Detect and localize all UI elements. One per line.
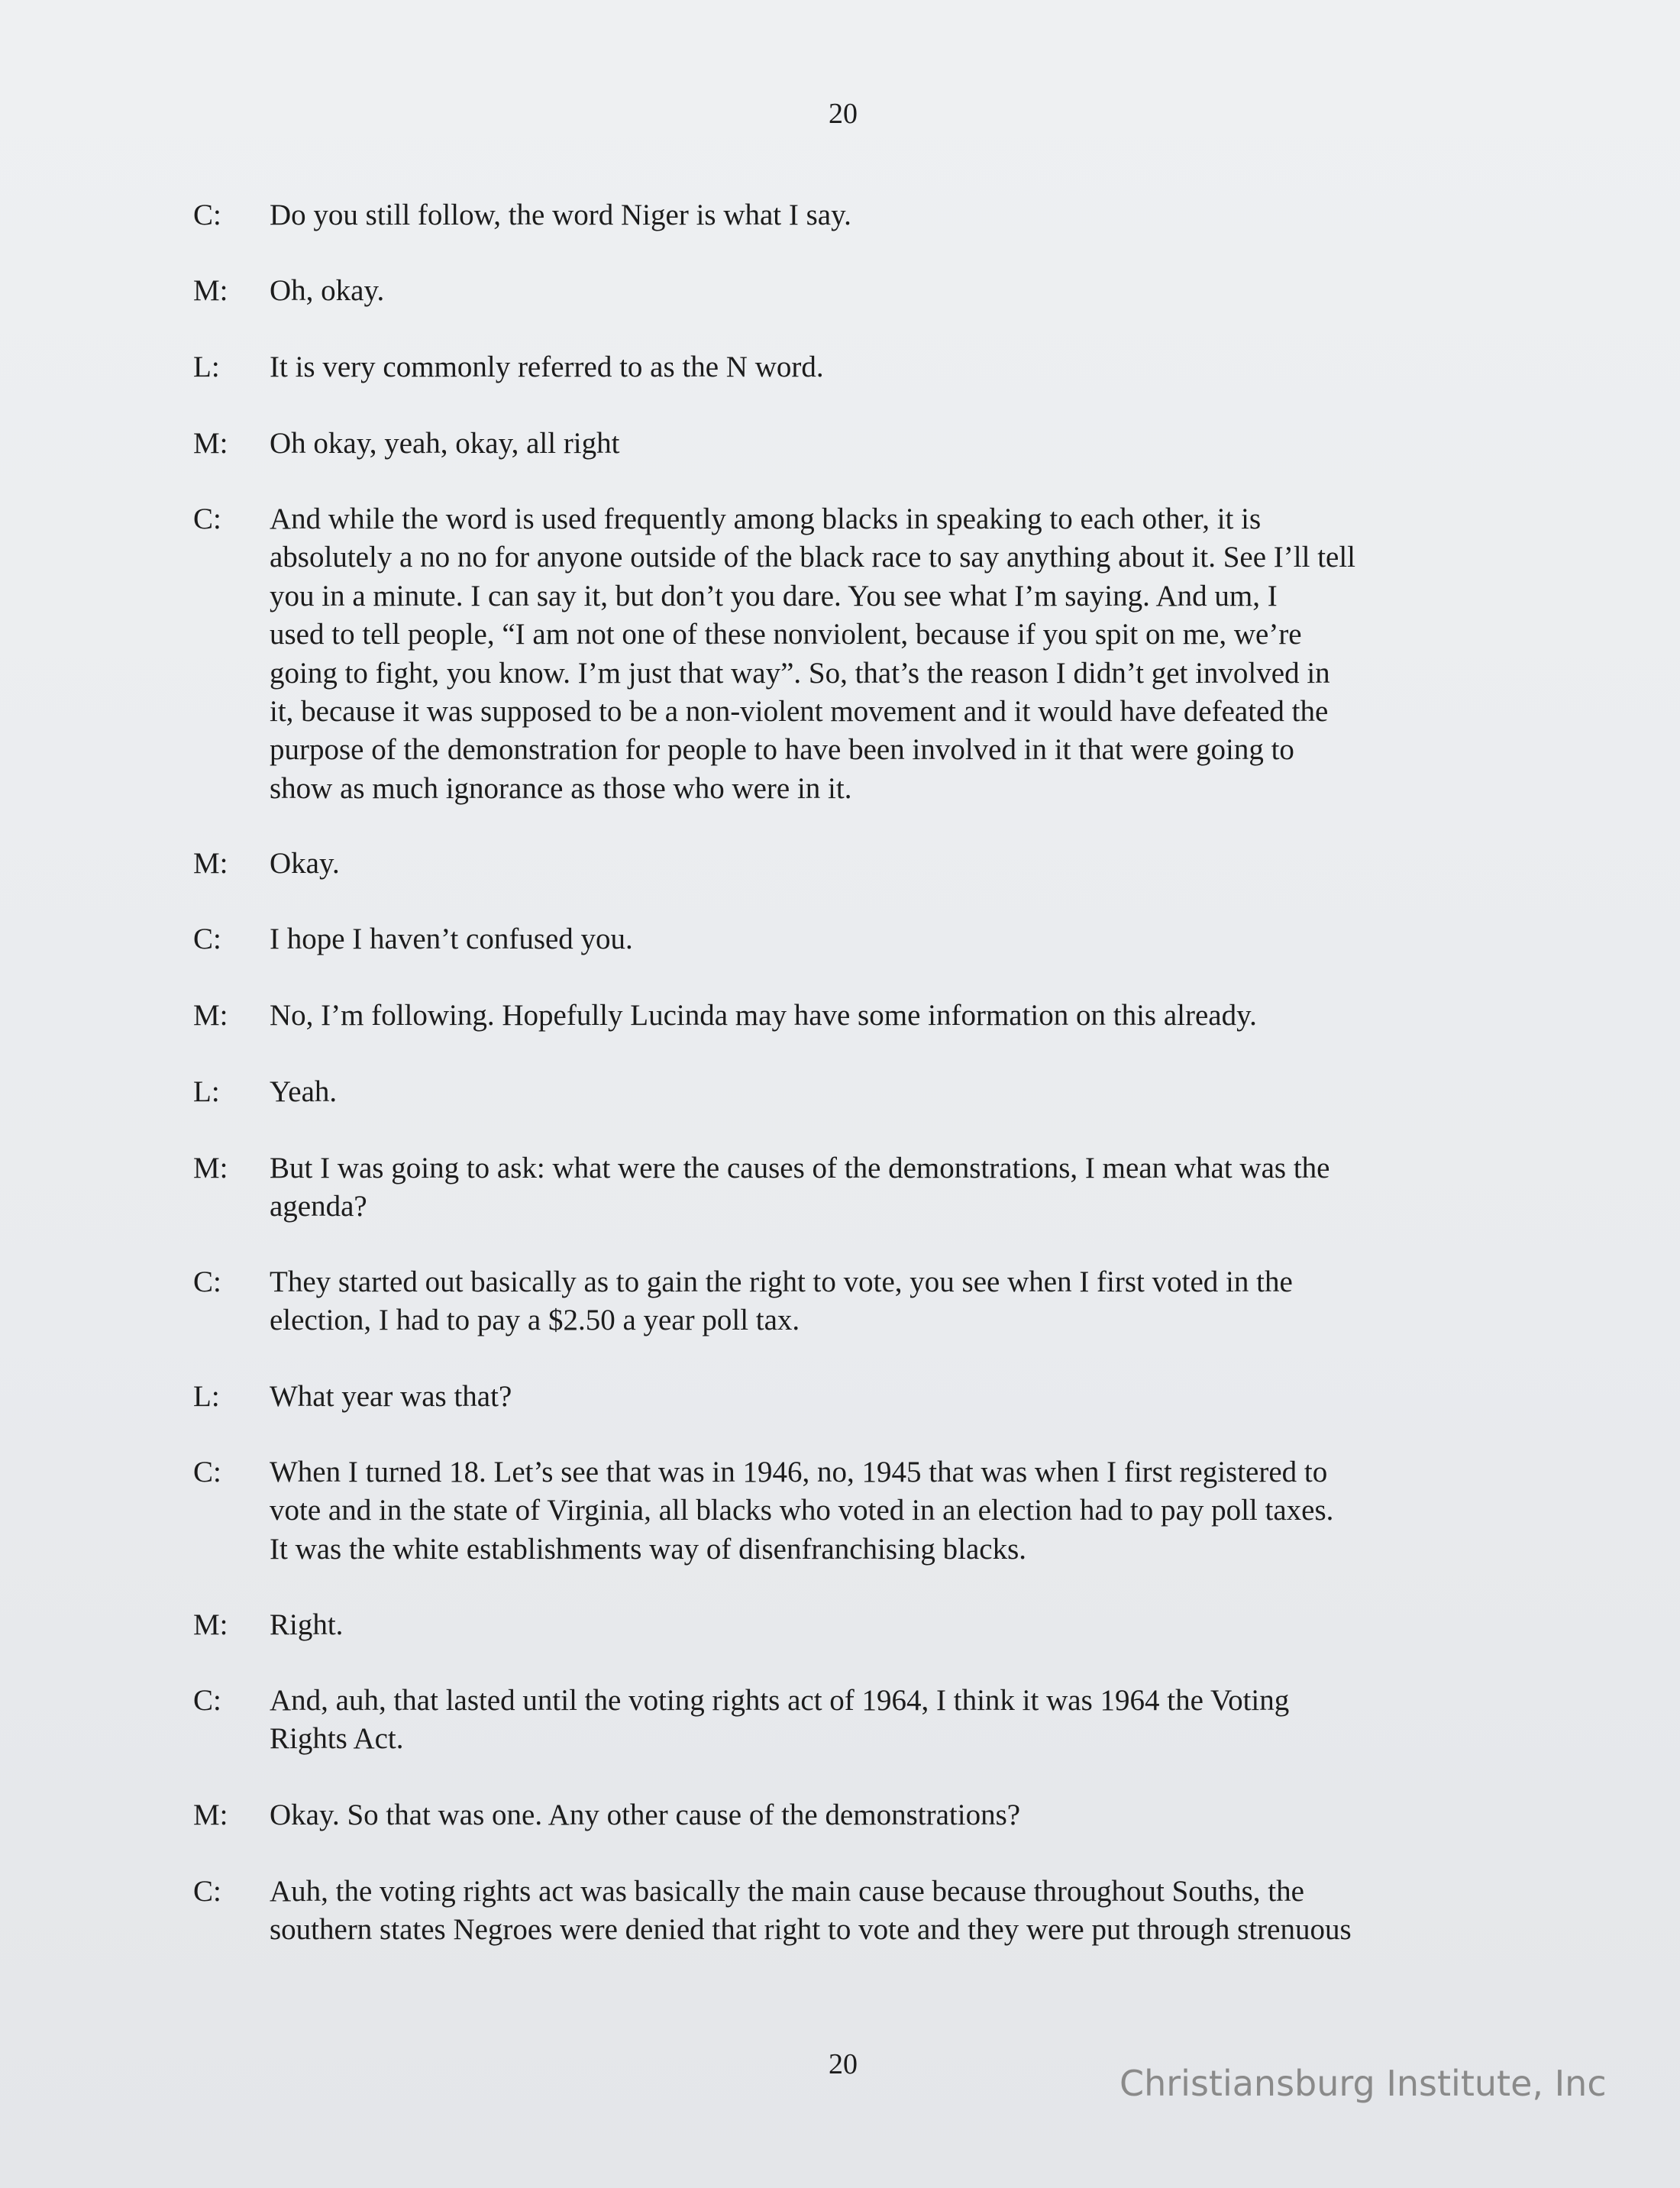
speaker-label: C: [193, 1875, 221, 1908]
utterance-line: When I turned 18. Let’s see that was in 1946, no, 1945 that was when I first registered to [270, 1456, 1328, 1488]
speaker-label: L: [193, 1380, 220, 1413]
utterance-text [270, 1453, 1568, 1569]
utterance-line: show as much ignorance as those who were in it. [270, 771, 852, 805]
utterance-line: But I was going to ask: what were the causes of the demonstrations, I mean what was the [270, 1152, 1330, 1184]
speaker-label: C: [193, 503, 221, 535]
utterance-line: And, auh, that lasted until the voting rights act of 1964, I think it was 1964 the Voting [270, 1684, 1290, 1717]
utterance-text [270, 1606, 1568, 1644]
speaker-label: C: [193, 923, 221, 955]
utterance-text [270, 425, 1568, 463]
utterance-line: Do you still follow, the word Niger is what I say. [270, 199, 851, 231]
utterance-text [270, 1682, 1568, 1759]
utterance-line: southern states Negroes were denied that right to vote and they were put through strenuous [270, 1913, 1352, 1947]
utterance-line: Oh okay, yeah, okay, all right [270, 427, 620, 460]
speaker-label: M: [193, 847, 228, 880]
utterance-line: going to fight, you know. I’m just that way”. So, that’s the reason I didn’t get involved in [270, 656, 1330, 690]
speaker-label: M: [193, 1608, 228, 1641]
utterance-text [270, 997, 1568, 1035]
utterance-text [270, 500, 1568, 808]
utterance-line: Oh, okay. [270, 274, 385, 307]
utterance-text [270, 196, 1568, 234]
utterance-line: What year was that? [270, 1380, 512, 1413]
utterance-line: election, I had to pay a $2.50 a year poll tax. [270, 1304, 800, 1337]
speaker-label: M: [193, 999, 228, 1032]
utterance-line: They started out basically as to gain the right to vote, you see when I first voted in the [270, 1265, 1293, 1298]
utterance-text [270, 845, 1568, 883]
speaker-label: C: [193, 1265, 221, 1298]
utterance-line: Right. [270, 1608, 344, 1641]
utterance-line: used to tell people, “I am not one of these nonviolent, because if you spit on me, we’re [270, 618, 1302, 651]
utterance-line: Auh, the voting rights act was basically the main cause because throughout Souths, the [270, 1875, 1304, 1908]
utterance-line: Rights Act. [270, 1722, 404, 1756]
utterance-text [270, 272, 1568, 310]
utterance-line: purpose of the demonstration for people to have been involved in it that were going to [270, 733, 1294, 767]
speaker-label: M: [193, 1799, 228, 1831]
speaker-label: C: [193, 1684, 221, 1717]
utterance-line: absolutely a no no for anyone outside of the black race to say anything about it. See I’ll tell [270, 541, 1356, 574]
utterance-text [270, 1073, 1568, 1111]
utterance-line: And while the word is used frequently among blacks in speaking to each other, it is [270, 503, 1262, 535]
utterance-line: I hope I haven’t confused you. [270, 923, 633, 955]
utterance-line: Yeah. [270, 1075, 338, 1108]
utterance-line: No, I’m following. Hopefully Lucinda may have some information on this already. [270, 999, 1257, 1032]
speaker-label: M: [193, 427, 228, 460]
utterance-text [270, 1796, 1568, 1834]
utterance-line: It is very commonly referred to as the N word. [270, 351, 824, 383]
utterance-text [270, 1873, 1568, 1950]
utterance-line: vote and in the state of Virginia, all blacks who voted in an election had to pay poll taxes. [270, 1494, 1334, 1527]
page-number-top: 20 [829, 98, 858, 130]
utterance-line: Okay. So that was one. Any other cause of the demonstrations? [270, 1799, 1021, 1831]
utterance-line: you in a minute. I can say it, but don’t you dare. You see what I’m saying. And um, I [270, 579, 1278, 612]
page-number-bottom: 20 [829, 2048, 858, 2080]
speaker-label: L: [193, 351, 220, 383]
utterance-text [270, 1149, 1568, 1227]
speaker-label: M: [193, 274, 228, 307]
speaker-label: C: [193, 1456, 221, 1488]
speaker-label: M: [193, 1152, 228, 1184]
speaker-label: L: [193, 1075, 220, 1108]
watermark-text: Christiansburg Institute, Inc [1119, 2063, 1607, 2104]
utterance-text [270, 1378, 1568, 1416]
speaker-label: C: [193, 199, 221, 231]
utterance-line: agenda? [270, 1190, 367, 1223]
utterance-text [270, 348, 1568, 386]
utterance-line: It was the white establishments way of disenfranchising blacks. [270, 1532, 1027, 1566]
utterance-line: Okay. [270, 847, 340, 880]
utterance-line: it, because it was supposed to be a non-violent movement and it would have defeated the [270, 695, 1329, 729]
utterance-text [270, 920, 1568, 958]
utterance-text [270, 1263, 1568, 1340]
